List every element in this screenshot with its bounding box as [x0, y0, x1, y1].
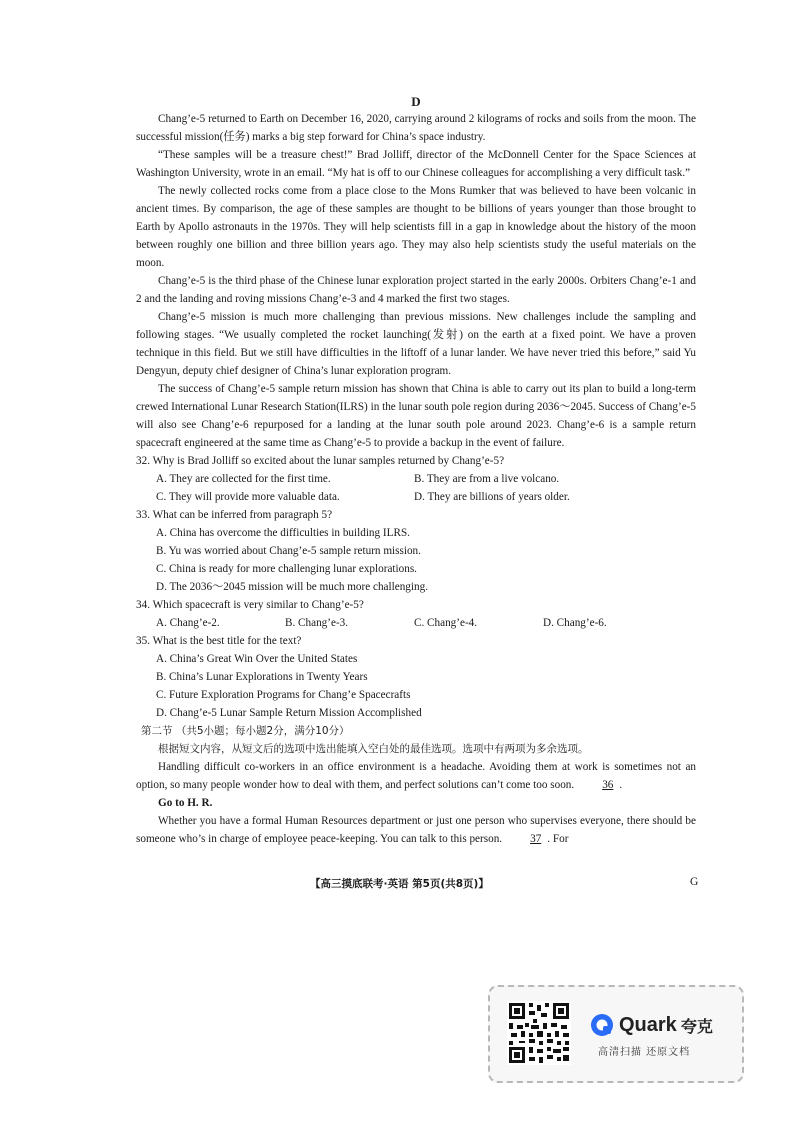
question-34-option-b: B. Chang’e-3. — [285, 617, 349, 629]
quark-brand-name: Quark — [619, 1013, 677, 1036]
footer-version-letter: G — [690, 876, 699, 888]
question-34-stem: 34. Which spacecraft is very similar to Chang’e-5? — [136, 599, 364, 611]
question-35-option-a: A. China’s Great Win Over the United States — [156, 653, 358, 665]
question-35-option-c: C. Future Exploration Programs for Chang’e Spacecrafts — [156, 689, 411, 701]
part2-subheading: Go to H. R. — [158, 797, 213, 809]
question-32-option-d: D. They are billions of years older. — [414, 491, 570, 503]
question-35-option-d: D. Chang’e-5 Lunar Sample Return Mission Accomplished — [156, 707, 422, 719]
passage-content — [136, 110, 696, 848]
part2-paragraph-2 — [136, 812, 696, 848]
question-34-option-c: C. Chang’e-4. — [414, 617, 478, 629]
part2-paragraph-1: Handling difficult co-workers in an office environment is a headache. Avoiding them at work is sometimes not an option, so many people wonder how to deal with them, and perfect solutions can’t come too soon. 36 . — [136, 758, 696, 794]
quark-brand-name-cn: 夸克 — [680, 1016, 713, 1036]
quark-logo — [590, 1013, 713, 1037]
question-34-option-a: A. Chang’e-2. — [156, 617, 220, 629]
question-32-options-row-2 — [156, 488, 696, 506]
passage-paragraph-1: Chang’e-5 returned to Earth on December 16, 2020, carrying around 2 kilograms of rocks and soils from the moon. The successful mission(任务) marks a big step forward for China’s space industry. — [136, 113, 696, 143]
question-33-option-a: A. China has overcome the difficulties in building ILRS. — [156, 527, 410, 539]
passage-paragraph-4: Chang’e-5 is the third phase of the Chinese lunar exploration project started in the early 2000s. Orbiters Chang’e-1 and 2 and the landing and roving missions Chang’e-3 and 4 marked the first two stages. — [136, 275, 696, 305]
question-35-option-b: B. China’s Lunar Explorations in Twenty Years — [156, 671, 368, 683]
quark-tagline: 高清扫描 还原文档 — [598, 1047, 691, 1058]
footer-page-info: 【高三摸底联考·英语 第5页(共8页)】 — [310, 878, 489, 890]
question-32-options-row-1 — [156, 470, 696, 488]
question-32-stem: 32. Why is Brad Jolliff so excited about the lunar samples returned by Chang’e-5? — [136, 455, 505, 467]
part2-heading: 第二节 （共5小题；每小题2分，满分10分） — [141, 725, 350, 737]
blank-37: 37 — [530, 833, 542, 845]
question-34-option-d: D. Chang’e-6. — [543, 617, 607, 629]
qr-code-icon — [507, 1001, 571, 1065]
question-33-stem: 33. What can be inferred from paragraph 5? — [136, 509, 333, 521]
question-33-option-b: B. Yu was worried about Chang’e-5 sample return mission. — [156, 545, 421, 557]
passage-paragraph-3: The newly collected rocks come from a place close to the Mons Rumker that was believed to have been volcanic in ancient times. By comparison, the age of these samples are thought to be billions of years younger than those brought to Earth by Apollo astronauts in the 1970s. They will help scientists fill in a gap in knowledge about the history of the moon between roughly one billion and three billion years ago. They may also help scientists study the useful materials on the moon. — [136, 185, 696, 269]
question-35-stem: 35. What is the best title for the text? — [136, 635, 302, 647]
passage-paragraph-2: “These samples will be a treasure chest!” Brad Jolliff, director of the McDonnell Center for the Space Sciences at Washington University, wrote in an email. “My hat is off to our Chinese colleagues for accomplishing a very difficult task.” — [136, 149, 696, 179]
question-34-options-row — [156, 614, 696, 632]
passage-paragraph-5: Chang’e-5 mission is much more challenging than previous missions. New challenges include the sampling and following stages. “We usually completed the rocket launching(发射) on the earth at a fixed point. We have a proven technique in this field. But we still have difficulties in the liftoff of a lunar lander. We have never tried this before,” said Yu Dengyun, deputy chief designer of China’s lunar exploration program. — [136, 311, 696, 377]
question-33-option-d: D. The 2036～2045 mission will be much more challenging. — [156, 581, 428, 593]
part2-instruction: 根据短文内容，从短文后的选项中选出能填入空白处的最佳选项。选项中有两项为多余选项。 — [158, 743, 589, 755]
section-title: D — [411, 94, 421, 109]
blank-36: 36 — [602, 779, 614, 791]
quark-watermark-card[interactable] — [488, 985, 744, 1083]
quark-logo-icon — [590, 1013, 614, 1037]
question-33-option-c: C. China is ready for more challenging lunar explorations. — [156, 563, 417, 575]
part2-paragraph-1-text: Handling difficult co-workers in an office environment is a headache. Avoiding them at work is sometimes not an option, so many people wonder how to deal with them, and perfect solutions can’t come too soon. — [136, 761, 696, 791]
question-32-option-a: A. They are collected for the first time. — [156, 473, 331, 485]
part2-paragraph-2-tail: . For — [547, 833, 569, 845]
passage-paragraph-6: The success of Chang’e-5 sample return mission has shown that China is able to carry out its plan to build a long-term crewed International Lunar Research Station(ILRS) in the lunar south pole region during 2036～2045. Success of Chang’e-5 will also see Chang’e-6 repurposed for a landing at the lunar south pole around 2023. Chang’e-6 is a sample return spacecraft engineered at the same time as Chang’e-5 to provide a backup in the event of failure. — [136, 383, 696, 449]
question-32-option-c: C. They will provide more valuable data. — [156, 491, 340, 503]
question-32-option-b: B. They are from a live volcano. — [414, 473, 560, 485]
part2-paragraph-2-text: Whether you have a formal Human Resources department or just one person who supervises everyone, there should be someone who’s in charge of employee peace-keeping. You can talk to this person. — [136, 815, 696, 845]
